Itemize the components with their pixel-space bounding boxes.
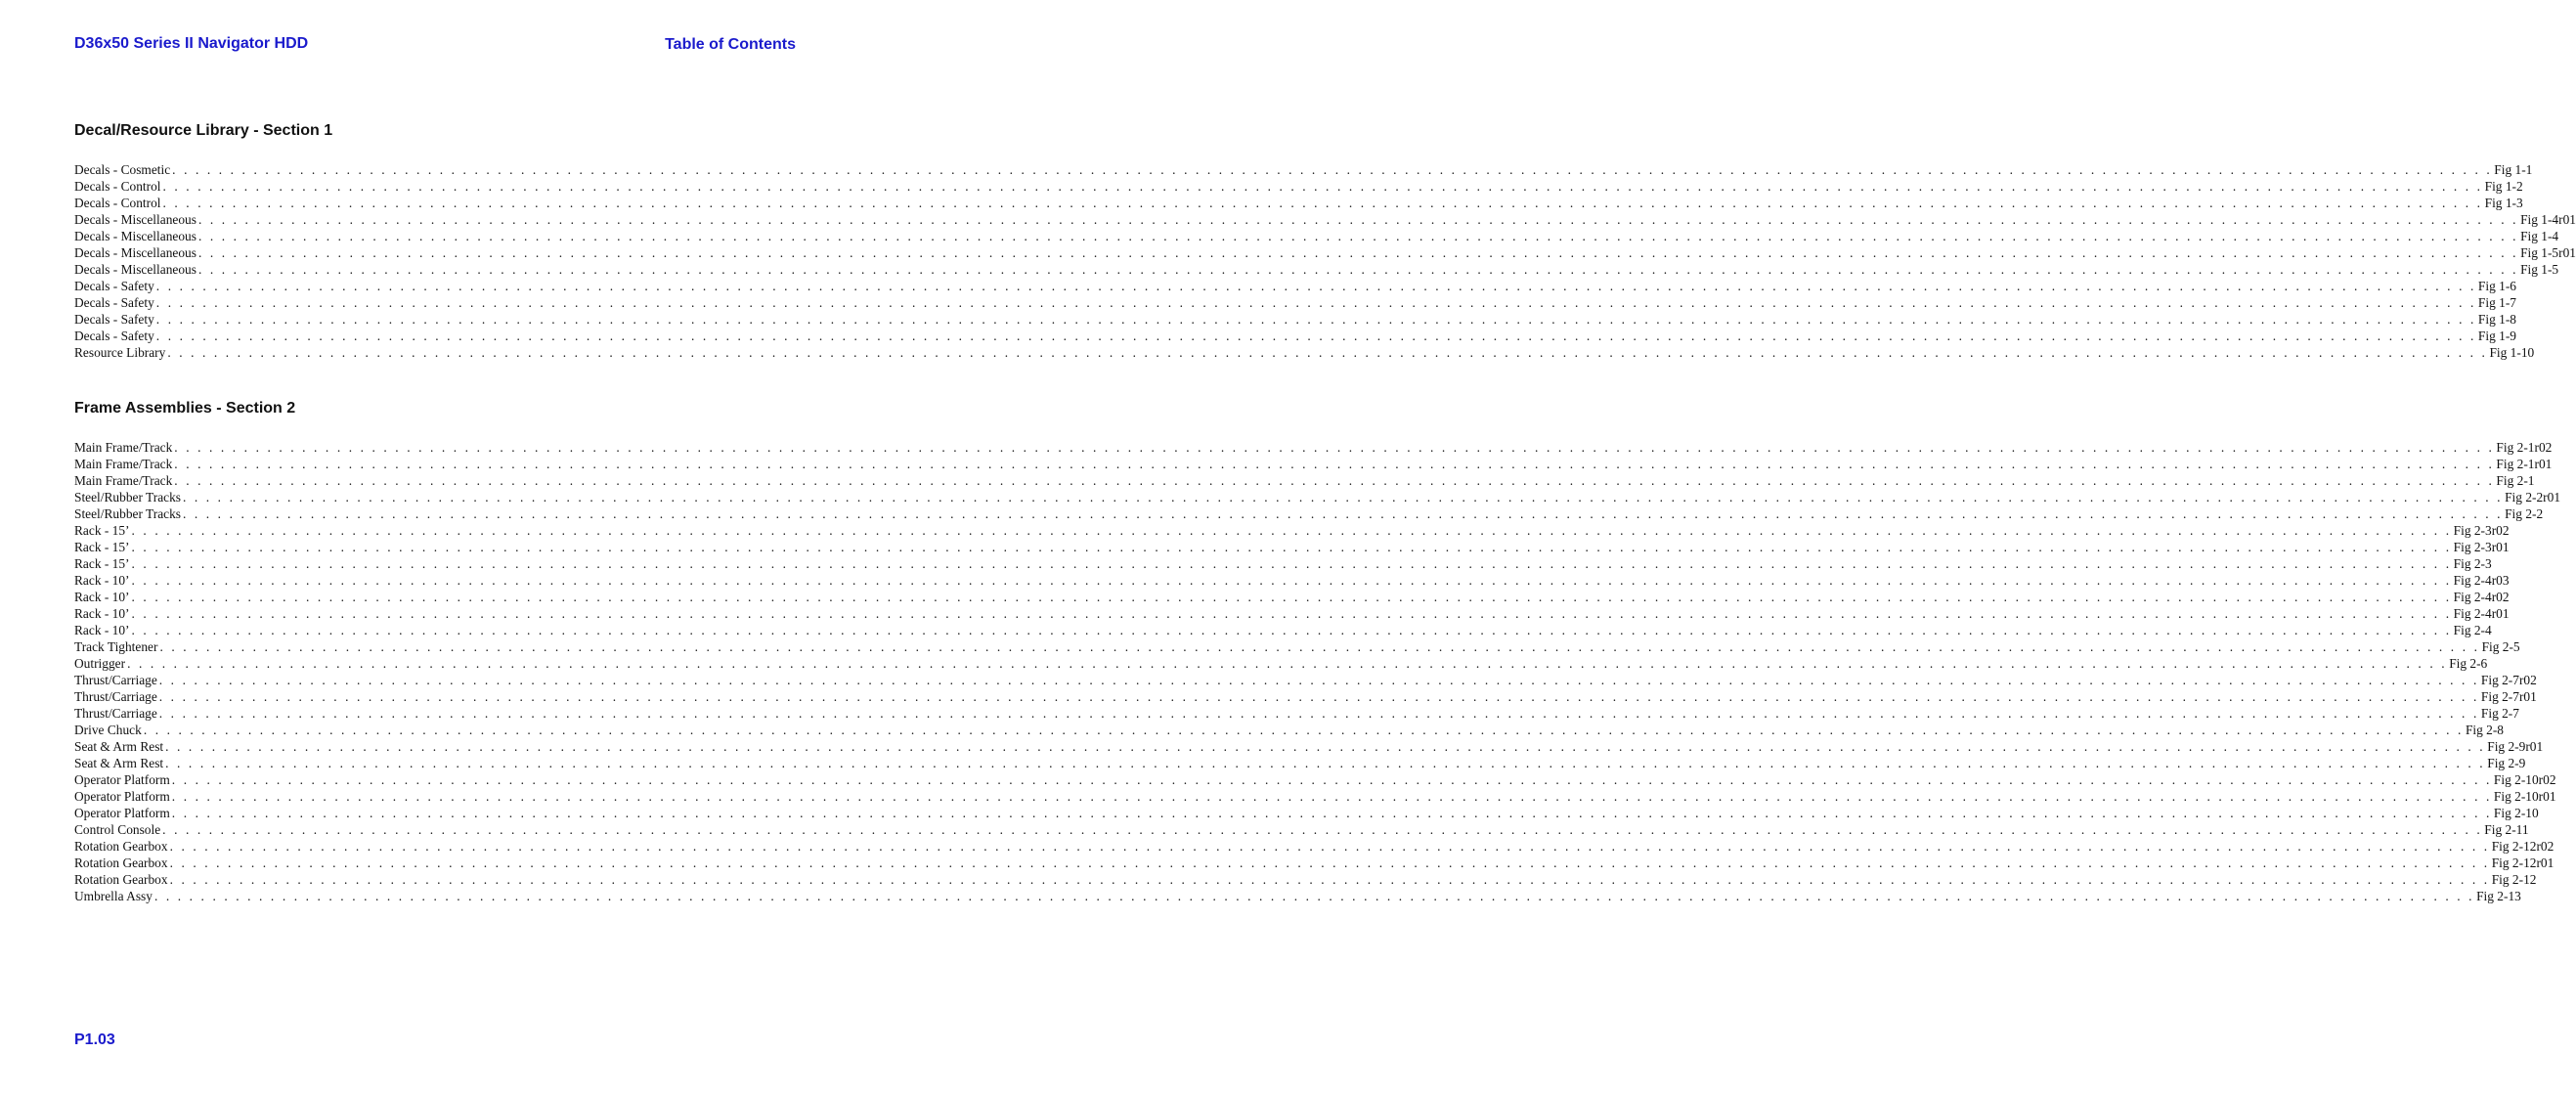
toc-entry[interactable] <box>74 738 2544 755</box>
toc-entry[interactable] <box>74 771 2556 788</box>
dot-leader: . . . . . . . . . . . . . . . . . . . . . . . . . . . . . . . . . . . . . . . . . . . . . . . . . . . . . . . . . . . . . . . . . . . . . . . . . . . . . . . . . . . . . . . . . . . . . . . . . . . . . . . . . . . . . . . . . . . . . . . . . . . . . . . . . . . . . . . . . . . . . . . . . . . . . . . . . . . . . . . . . . . . . . . . . . . . . . . . . . . . . . . . . . . . . . . . . . . . . . . . <box>167 345 2488 360</box>
dot-leader: . . . . . . . . . . . . . . . . . . . . . . . . . . . . . . . . . . . . . . . . . . . . . . . . . . . . . . . . . . . . . . . . . . . . . . . . . . . . . . . . . . . . . . . . . . . . . . . . . . . . . . . . . . . . . . . . . . . . . . . . . . . . . . . . . . . . . . . . . . . . . . . . . . . . . . . . . . . . . . . . . . . . . . . . . . . . . . . . . . . . . . . . . . . . . . . . . . . . . . . . <box>165 756 2486 770</box>
dot-leader: . . . . . . . . . . . . . . . . . . . . . . . . . . . . . . . . . . . . . . . . . . . . . . . . . . . . . . . . . . . . . . . . . . . . . . . . . . . . . . . . . . . . . . . . . . . . . . . . . . . . . . . . . . . . . . . . . . . . . . . . . . . . . . . . . . . . . . . . . . . . . . . . . . . . . . . . . . . . . . . . . . . . . . . . . . . . . . . . . . . . . . . . . . . . . . . . . . . . . . . . <box>155 295 2476 310</box>
toc-entry-label: Decals - Safety <box>74 279 154 293</box>
toc-entry[interactable] <box>74 805 2539 821</box>
toc-entry-label: Decals - Safety <box>74 312 154 327</box>
toc-entry[interactable] <box>74 294 2516 311</box>
dot-leader: . . . . . . . . . . . . . . . . . . . . . . . . . . . . . . . . . . . . . . . . . . . . . . . . . . . . . . . . . . . . . . . . . . . . . . . . . . . . . . . . . . . . . . . . . . . . . . . . . . . . . . . . . . . . . . . . . . . . . . . . . . . . . . . . . . . . . . . . . . . . . . . . . . . . . . . . . . . . . . . . . . . . . . . . . . . . . . . . . . . . . . . . . . . . . . . . . . . . . . . . <box>182 506 2504 521</box>
toc-entry-figure: Fig 2-5 <box>2481 639 2520 654</box>
toc-entry-figure: Fig 1-6 <box>2477 279 2516 293</box>
toc-entry-label: Decals - Control <box>74 196 161 210</box>
toc-entry[interactable] <box>74 855 2554 871</box>
toc-entry-figure: Fig 2-4r02 <box>2453 590 2510 604</box>
dot-leader: . . . . . . . . . . . . . . . . . . . . . . . . . . . . . . . . . . . . . . . . . . . . . . . . . . . . . . . . . . . . . . . . . . . . . . . . . . . . . . . . . . . . . . . . . . . . . . . . . . . . . . . . . . . . . . . . . . . . . . . . . . . . . . . . . . . . . . . . . . . . . . . . . . . . . . . . . . . . . . . . . . . . . . . . . . . . . . . . . . . . . . . . . . . . . . . . . . . . . . . . <box>158 706 2479 721</box>
document-title: D36x50 Series II Navigator HDD <box>74 35 309 52</box>
toc-entry-figure: Fig 2-7 <box>2480 706 2519 721</box>
dot-leader: . . . . . . . . . . . . . . . . . . . . . . . . . . . . . . . . . . . . . . . . . . . . . . . . . . . . . . . . . . . . . . . . . . . . . . . . . . . . . . . . . . . . . . . . . . . . . . . . . . . . . . . . . . . . . . . . . . . . . . . . . . . . . . . . . . . . . . . . . . . . . . . . . . . . . . . . . . . . . . . . . . . . . . . . . . . . . . . . . . . . . . . . . . . . . . . . . . . . . . . . <box>174 440 2495 455</box>
dot-leader: . . . . . . . . . . . . . . . . . . . . . . . . . . . . . . . . . . . . . . . . . . . . . . . . . . . . . . . . . . . . . . . . . . . . . . . . . . . . . . . . . . . . . . . . . . . . . . . . . . . . . . . . . . . . . . . . . . . . . . . . . . . . . . . . . . . . . . . . . . . . . . . . . . . . . . . . . . . . . . . . . . . . . . . . . . . . . . . . . . . . . . . . . . . . . . . . . . . . . . . . <box>131 590 2452 604</box>
toc-entry-figure: Fig 1-1 <box>2494 162 2533 177</box>
toc-entry-figure: Fig 2-10r01 <box>2493 789 2556 804</box>
toc-entry-label: Drive Chuck <box>74 723 142 737</box>
toc-entry-label: Track Tightener <box>74 639 158 654</box>
toc-entry[interactable] <box>74 688 2537 705</box>
toc-entry[interactable] <box>74 311 2516 328</box>
toc-entry-label: Decals - Miscellaneous <box>74 245 196 260</box>
toc-entry-figure: Fig 1-10 <box>2489 345 2535 360</box>
toc-entry[interactable] <box>74 871 2537 888</box>
toc-entry-label: Main Frame/Track <box>74 473 173 488</box>
toc-entry[interactable] <box>74 539 2510 555</box>
dot-leader: . . . . . . . . . . . . . . . . . . . . . . . . . . . . . . . . . . . . . . . . . . . . . . . . . . . . . . . . . . . . . . . . . . . . . . . . . . . . . . . . . . . . . . . . . . . . . . . . . . . . . . . . . . . . . . . . . . . . . . . . . . . . . . . . . . . . . . . . . . . . . . . . . . . . . . . . . . . . . . . . . . . . . . . . . . . . . . . . . . . . . . . . . . . . . . . . . . . . . . . . <box>155 329 2476 343</box>
dot-leader: . . . . . . . . . . . . . . . . . . . . . . . . . . . . . . . . . . . . . . . . . . . . . . . . . . . . . . . . . . . . . . . . . . . . . . . . . . . . . . . . . . . . . . . . . . . . . . . . . . . . . . . . . . . . . . . . . . . . . . . . . . . . . . . . . . . . . . . . . . . . . . . . . . . . . . . . . . . . . . . . . . . . . . . . . . . . . . . . . . . . . . . . . . . . . . . . . . . . . . . . <box>131 523 2452 538</box>
toc-entry[interactable] <box>74 472 2535 489</box>
dot-leader: . . . . . . . . . . . . . . . . . . . . . . . . . . . . . . . . . . . . . . . . . . . . . . . . . . . . . . . . . . . . . . . . . . . . . . . . . . . . . . . . . . . . . . . . . . . . . . . . . . . . . . . . . . . . . . . . . . . . . . . . . . . . . . . . . . . . . . . . . . . . . . . . . . . . . . . . . . . . . . . . . . . . . . . . . . . . . . . . . . . . . . . . . . . . . . . . . . . . . . . . <box>174 473 2495 488</box>
toc-entry-figure: Fig 1-3 <box>2484 196 2523 210</box>
toc-entry-label: Main Frame/Track <box>74 440 173 455</box>
toc-entry-label: Decals - Control <box>74 179 161 194</box>
toc-entry[interactable] <box>74 489 2561 505</box>
dot-leader: . . . . . . . . . . . . . . . . . . . . . . . . . . . . . . . . . . . . . . . . . . . . . . . . . . . . . . . . . . . . . . . . . . . . . . . . . . . . . . . . . . . . . . . . . . . . . . . . . . . . . . . . . . . . . . . . . . . . . . . . . . . . . . . . . . . . . . . . . . . . . . . . . . . . . . . . . . . . . . . . . . . . . . . . . . . . . . . . . . . . . . . . . . . . . . . . . . . . . . . . <box>182 490 2504 505</box>
toc-entry-label: Decals - Miscellaneous <box>74 212 196 227</box>
dot-leader: . . . . . . . . . . . . . . . . . . . . . . . . . . . . . . . . . . . . . . . . . . . . . . . . . . . . . . . . . . . . . . . . . . . . . . . . . . . . . . . . . . . . . . . . . . . . . . . . . . . . . . . . . . . . . . . . . . . . . . . . . . . . . . . . . . . . . . . . . . . . . . . . . . . . . . . . . . . . . . . . . . . . . . . . . . . . . . . . . . . . . . . . . . . . . . . . . . . . . . . . <box>143 723 2464 737</box>
toc-entry-label: Outrigger <box>74 656 126 671</box>
toc-entry-figure: Fig 1-2 <box>2484 179 2523 194</box>
toc-entry-figure: Fig 2-7r02 <box>2480 673 2537 687</box>
toc-entry[interactable] <box>74 328 2516 344</box>
toc-entry-figure: Fig 2-4r03 <box>2453 573 2510 588</box>
toc-entry[interactable] <box>74 505 2544 522</box>
toc-entry[interactable] <box>74 589 2510 605</box>
toc-entry[interactable] <box>74 638 2520 655</box>
dot-leader: . . . . . . . . . . . . . . . . . . . . . . . . . . . . . . . . . . . . . . . . . . . . . . . . . . . . . . . . . . . . . . . . . . . . . . . . . . . . . . . . . . . . . . . . . . . . . . . . . . . . . . . . . . . . . . . . . . . . . . . . . . . . . . . . . . . . . . . . . . . . . . . . . . . . . . . . . . . . . . . . . . . . . . . . . . . . . . . . . . . . . . . . . . . . . . . . . . . . . . . . <box>171 772 2492 787</box>
page-number: P1.03 <box>74 1031 115 1048</box>
toc-entry[interactable] <box>74 195 2523 211</box>
toc-entry-figure: Fig 2-3r01 <box>2453 540 2510 554</box>
toc-entry[interactable] <box>74 278 2516 294</box>
toc-entry-figure: Fig 2-12r01 <box>2491 856 2554 870</box>
dot-leader: . . . . . . . . . . . . . . . . . . . . . . . . . . . . . . . . . . . . . . . . . . . . . . . . . . . . . . . . . . . . . . . . . . . . . . . . . . . . . . . . . . . . . . . . . . . . . . . . . . . . . . . . . . . . . . . . . . . . . . . . . . . . . . . . . . . . . . . . . . . . . . . . . . . . . . . . . . . . . . . . . . . . . . . . . . . . . . . . . . . . . . . . . . . . . . . . . . . . . . . . <box>158 689 2479 704</box>
dot-leader: . . . . . . . . . . . . . . . . . . . . . . . . . . . . . . . . . . . . . . . . . . . . . . . . . . . . . . . . . . . . . . . . . . . . . . . . . . . . . . . . . . . . . . . . . . . . . . . . . . . . . . . . . . . . . . . . . . . . . . . . . . . . . . . . . . . . . . . . . . . . . . . . . . . . . . . . . . . . . . . . . . . . . . . . . . . . . . . . . . . . . . . . . . . . . . . . . . . . . . . . <box>174 457 2495 471</box>
toc-entry-label: Rotation Gearbox <box>74 839 168 854</box>
toc-entry-figure: Fig 2-2r01 <box>2505 490 2561 505</box>
dot-leader: . . . . . . . . . . . . . . . . . . . . . . . . . . . . . . . . . . . . . . . . . . . . . . . . . . . . . . . . . . . . . . . . . . . . . . . . . . . . . . . . . . . . . . . . . . . . . . . . . . . . . . . . . . . . . . . . . . . . . . . . . . . . . . . . . . . . . . . . . . . . . . . . . . . . . . . . . . . . . . . . . . . . . . . . . . . . . . . . . . . . . . . . . . . . . . . . . . . . . . . . <box>169 872 2490 887</box>
dot-leader: . . . . . . . . . . . . . . . . . . . . . . . . . . . . . . . . . . . . . . . . . . . . . . . . . . . . . . . . . . . . . . . . . . . . . . . . . . . . . . . . . . . . . . . . . . . . . . . . . . . . . . . . . . . . . . . . . . . . . . . . . . . . . . . . . . . . . . . . . . . . . . . . . . . . . . . . . . . . . . . . . . . . . . . . . . . . . . . . . . . . . . . . . . . . . . . . . . . . . . . . <box>197 229 2519 243</box>
toc-entry[interactable] <box>74 211 2576 228</box>
toc-entry[interactable] <box>74 672 2537 688</box>
dot-leader: . . . . . . . . . . . . . . . . . . . . . . . . . . . . . . . . . . . . . . . . . . . . . . . . . . . . . . . . . . . . . . . . . . . . . . . . . . . . . . . . . . . . . . . . . . . . . . . . . . . . . . . . . . . . . . . . . . . . . . . . . . . . . . . . . . . . . . . . . . . . . . . . . . . . . . . . . . . . . . . . . . . . . . . . . . . . . . . . . . . . . . . . . . . . . . . . . . . . . . . . <box>131 606 2452 621</box>
section-frame-assemblies <box>74 400 2561 904</box>
toc-entry-label: Decals - Cosmetic <box>74 162 171 177</box>
toc-entry-label: Steel/Rubber Tracks <box>74 490 181 505</box>
toc-entry-label: Decals - Safety <box>74 295 154 310</box>
toc-entry-label: Operator Platform <box>74 806 170 820</box>
toc-entry-label: Rack - 15’ <box>74 556 130 571</box>
toc-entry[interactable] <box>74 705 2519 722</box>
toc-entry-figure: Fig 1-5 <box>2520 262 2559 277</box>
toc-entry[interactable] <box>74 572 2510 589</box>
toc-entry-figure: Fig 2-11 <box>2484 822 2529 837</box>
toc-entry-label: Decals - Miscellaneous <box>74 262 196 277</box>
toc-entry-figure: Fig 1-4 <box>2520 229 2559 243</box>
toc-entry-figure: Fig 2-2 <box>2505 506 2544 521</box>
dot-leader: . . . . . . . . . . . . . . . . . . . . . . . . . . . . . . . . . . . . . . . . . . . . . . . . . . . . . . . . . . . . . . . . . . . . . . . . . . . . . . . . . . . . . . . . . . . . . . . . . . . . . . . . . . . . . . . . . . . . . . . . . . . . . . . . . . . . . . . . . . . . . . . . . . . . . . . . . . . . . . . . . . . . . . . . . . . . . . . . . . . . . . . . . . . . . . . . . . . . . . . . <box>197 262 2519 277</box>
dot-leader: . . . . . . . . . . . . . . . . . . . . . . . . . . . . . . . . . . . . . . . . . . . . . . . . . . . . . . . . . . . . . . . . . . . . . . . . . . . . . . . . . . . . . . . . . . . . . . . . . . . . . . . . . . . . . . . . . . . . . . . . . . . . . . . . . . . . . . . . . . . . . . . . . . . . . . . . . . . . . . . . . . . . . . . . . . . . . . . . . . . . . . . . . . . . . . . . . . . . . . . . <box>169 839 2490 854</box>
dot-leader: . . . . . . . . . . . . . . . . . . . . . . . . . . . . . . . . . . . . . . . . . . . . . . . . . . . . . . . . . . . . . . . . . . . . . . . . . . . . . . . . . . . . . . . . . . . . . . . . . . . . . . . . . . . . . . . . . . . . . . . . . . . . . . . . . . . . . . . . . . . . . . . . . . . . . . . . . . . . . . . . . . . . . . . . . . . . . . . . . . . . . . . . . . . . . . . . . . . . . . . . <box>153 889 2475 903</box>
toc-entry-figure: Fig 1-4r01 <box>2520 212 2576 227</box>
dot-leader: . . . . . . . . . . . . . . . . . . . . . . . . . . . . . . . . . . . . . . . . . . . . . . . . . . . . . . . . . . . . . . . . . . . . . . . . . . . . . . . . . . . . . . . . . . . . . . . . . . . . . . . . . . . . . . . . . . . . . . . . . . . . . . . . . . . . . . . . . . . . . . . . . . . . . . . . . . . . . . . . . . . . . . . . . . . . . . . . . . . . . . . . . . . . . . . . . . . . . . . . <box>162 196 2483 210</box>
dot-leader: . . . . . . . . . . . . . . . . . . . . . . . . . . . . . . . . . . . . . . . . . . . . . . . . . . . . . . . . . . . . . . . . . . . . . . . . . . . . . . . . . . . . . . . . . . . . . . . . . . . . . . . . . . . . . . . . . . . . . . . . . . . . . . . . . . . . . . . . . . . . . . . . . . . . . . . . . . . . . . . . . . . . . . . . . . . . . . . . . . . . . . . . . . . . . . . . . . . . . . . . <box>165 739 2486 754</box>
toc-entry-label: Rotation Gearbox <box>74 872 168 887</box>
toc-entry-label: Seat & Arm Rest <box>74 756 164 770</box>
toc-entry[interactable] <box>74 161 2533 178</box>
toc-entry[interactable] <box>74 522 2510 539</box>
toc-entry-label: Rack - 10’ <box>74 590 130 604</box>
toc-entry-label: Rack - 15’ <box>74 540 130 554</box>
toc-entry[interactable] <box>74 555 2492 572</box>
section-title: Decal/Resource Library - Section 1 <box>74 122 333 139</box>
toc-entry-label: Rack - 10’ <box>74 573 130 588</box>
toc-entry-figure: Fig 2-9r01 <box>2487 739 2544 754</box>
toc-list <box>74 161 2576 361</box>
toc-entry[interactable] <box>74 821 2529 838</box>
toc-entry[interactable] <box>74 788 2556 805</box>
toc-entry-label: Rack - 15’ <box>74 523 130 538</box>
section-title: Frame Assemblies - Section 2 <box>74 400 296 417</box>
toc-entry-label: Operator Platform <box>74 789 170 804</box>
toc-entry[interactable] <box>74 456 2553 472</box>
toc-entry-label: Umbrella Assy <box>74 889 153 903</box>
toc-entry-figure: Fig 2-4 <box>2453 623 2492 637</box>
toc-entry-label: Thrust/Carriage <box>74 673 157 687</box>
toc-entry[interactable] <box>74 655 2488 672</box>
toc-entry-label: Resource Library <box>74 345 166 360</box>
toc-header-label: Table of Contents <box>665 36 796 53</box>
toc-entry-label: Rack - 10’ <box>74 606 130 621</box>
toc-entry[interactable] <box>74 722 2504 738</box>
dot-leader: . . . . . . . . . . . . . . . . . . . . . . . . . . . . . . . . . . . . . . . . . . . . . . . . . . . . . . . . . . . . . . . . . . . . . . . . . . . . . . . . . . . . . . . . . . . . . . . . . . . . . . . . . . . . . . . . . . . . . . . . . . . . . . . . . . . . . . . . . . . . . . . . . . . . . . . . . . . . . . . . . . . . . . . . . . . . . . . . . . . . . . . . . . . . . . . . . . . . . . . . <box>171 806 2492 820</box>
toc-entry-figure: Fig 2-1r02 <box>2496 440 2553 455</box>
dot-leader: . . . . . . . . . . . . . . . . . . . . . . . . . . . . . . . . . . . . . . . . . . . . . . . . . . . . . . . . . . . . . . . . . . . . . . . . . . . . . . . . . . . . . . . . . . . . . . . . . . . . . . . . . . . . . . . . . . . . . . . . . . . . . . . . . . . . . . . . . . . . . . . . . . . . . . . . . . . . . . . . . . . . . . . . . . . . . . . . . . . . . . . . . . . . . . . . . . . . . . . . <box>197 212 2519 227</box>
toc-entry-label: Rack - 10’ <box>74 623 130 637</box>
toc-entry-label: Rotation Gearbox <box>74 856 168 870</box>
toc-entry-figure: Fig 2-9 <box>2487 756 2526 770</box>
toc-entry-figure: Fig 2-13 <box>2476 889 2521 903</box>
dot-leader: . . . . . . . . . . . . . . . . . . . . . . . . . . . . . . . . . . . . . . . . . . . . . . . . . . . . . . . . . . . . . . . . . . . . . . . . . . . . . . . . . . . . . . . . . . . . . . . . . . . . . . . . . . . . . . . . . . . . . . . . . . . . . . . . . . . . . . . . . . . . . . . . . . . . . . . . . . . . . . . . . . . . . . . . . . . . . . . . . . . . . . . . . . . . . . . . . . . . . . . . <box>131 623 2452 637</box>
toc-entry[interactable] <box>74 888 2521 904</box>
dot-leader: . . . . . . . . . . . . . . . . . . . . . . . . . . . . . . . . . . . . . . . . . . . . . . . . . . . . . . . . . . . . . . . . . . . . . . . . . . . . . . . . . . . . . . . . . . . . . . . . . . . . . . . . . . . . . . . . . . . . . . . . . . . . . . . . . . . . . . . . . . . . . . . . . . . . . . . . . . . . . . . . . . . . . . . . . . . . . . . . . . . . . . . . . . . . . . . . . . . . . . . . <box>197 245 2519 260</box>
toc-entry-figure: Fig 2-3r02 <box>2453 523 2510 538</box>
toc-entry[interactable] <box>74 244 2576 261</box>
toc-entry[interactable] <box>74 228 2559 244</box>
toc-entry-label: Thrust/Carriage <box>74 689 157 704</box>
toc-list <box>74 439 2561 904</box>
toc-entry-figure: Fig 2-10 <box>2493 806 2539 820</box>
toc-entry[interactable] <box>74 755 2526 771</box>
dot-leader: . . . . . . . . . . . . . . . . . . . . . . . . . . . . . . . . . . . . . . . . . . . . . . . . . . . . . . . . . . . . . . . . . . . . . . . . . . . . . . . . . . . . . . . . . . . . . . . . . . . . . . . . . . . . . . . . . . . . . . . . . . . . . . . . . . . . . . . . . . . . . . . . . . . . . . . . . . . . . . . . . . . . . . . . . . . . . . . . . . . . . . . . . . . . . . . . . . . . . . . . <box>127 656 2448 671</box>
dot-leader: . . . . . . . . . . . . . . . . . . . . . . . . . . . . . . . . . . . . . . . . . . . . . . . . . . . . . . . . . . . . . . . . . . . . . . . . . . . . . . . . . . . . . . . . . . . . . . . . . . . . . . . . . . . . . . . . . . . . . . . . . . . . . . . . . . . . . . . . . . . . . . . . . . . . . . . . . . . . . . . . . . . . . . . . . . . . . . . . . . . . . . . . . . . . . . . . . . . . . . . . <box>162 179 2483 194</box>
section-decal-resource-library <box>74 122 2576 361</box>
toc-entry-label: Main Frame/Track <box>74 457 173 471</box>
toc-entry-figure: Fig 2-12r02 <box>2491 839 2554 854</box>
toc-entry-label: Seat & Arm Rest <box>74 739 164 754</box>
toc-entry-figure: Fig 2-8 <box>2465 723 2504 737</box>
toc-entry-figure: Fig 1-7 <box>2477 295 2516 310</box>
toc-entry[interactable] <box>74 178 2523 195</box>
toc-entry-figure: Fig 2-6 <box>2449 656 2488 671</box>
toc-entry-label: Thrust/Carriage <box>74 706 157 721</box>
toc-entry-figure: Fig 2-1r01 <box>2496 457 2553 471</box>
dot-leader: . . . . . . . . . . . . . . . . . . . . . . . . . . . . . . . . . . . . . . . . . . . . . . . . . . . . . . . . . . . . . . . . . . . . . . . . . . . . . . . . . . . . . . . . . . . . . . . . . . . . . . . . . . . . . . . . . . . . . . . . . . . . . . . . . . . . . . . . . . . . . . . . . . . . . . . . . . . . . . . . . . . . . . . . . . . . . . . . . . . . . . . . . . . . . . . . . . . . . . . . <box>169 856 2490 870</box>
toc-entry[interactable] <box>74 605 2510 622</box>
toc-entry-figure: Fig 2-7r01 <box>2480 689 2537 704</box>
toc-entry-figure: Fig 2-10r02 <box>2493 772 2556 787</box>
dot-leader: . . . . . . . . . . . . . . . . . . . . . . . . . . . . . . . . . . . . . . . . . . . . . . . . . . . . . . . . . . . . . . . . . . . . . . . . . . . . . . . . . . . . . . . . . . . . . . . . . . . . . . . . . . . . . . . . . . . . . . . . . . . . . . . . . . . . . . . . . . . . . . . . . . . . . . . . . . . . . . . . . . . . . . . . . . . . . . . . . . . . . . . . . . . . . . . . . . . . . . . . <box>159 639 2480 654</box>
toc-entry-figure: Fig 1-9 <box>2477 329 2516 343</box>
toc-entry-label: Steel/Rubber Tracks <box>74 506 181 521</box>
toc-entry-label: Decals - Miscellaneous <box>74 229 196 243</box>
dot-leader: . . . . . . . . . . . . . . . . . . . . . . . . . . . . . . . . . . . . . . . . . . . . . . . . . . . . . . . . . . . . . . . . . . . . . . . . . . . . . . . . . . . . . . . . . . . . . . . . . . . . . . . . . . . . . . . . . . . . . . . . . . . . . . . . . . . . . . . . . . . . . . . . . . . . . . . . . . . . . . . . . . . . . . . . . . . . . . . . . . . . . . . . . . . . . . . . . . . . . . . . <box>131 540 2452 554</box>
dot-leader: . . . . . . . . . . . . . . . . . . . . . . . . . . . . . . . . . . . . . . . . . . . . . . . . . . . . . . . . . . . . . . . . . . . . . . . . . . . . . . . . . . . . . . . . . . . . . . . . . . . . . . . . . . . . . . . . . . . . . . . . . . . . . . . . . . . . . . . . . . . . . . . . . . . . . . . . . . . . . . . . . . . . . . . . . . . . . . . . . . . . . . . . . . . . . . . . . . . . . . . . <box>131 573 2452 588</box>
dot-leader: . . . . . . . . . . . . . . . . . . . . . . . . . . . . . . . . . . . . . . . . . . . . . . . . . . . . . . . . . . . . . . . . . . . . . . . . . . . . . . . . . . . . . . . . . . . . . . . . . . . . . . . . . . . . . . . . . . . . . . . . . . . . . . . . . . . . . . . . . . . . . . . . . . . . . . . . . . . . . . . . . . . . . . . . . . . . . . . . . . . . . . . . . . . . . . . . . . . . . . . . <box>131 556 2452 571</box>
toc-entry-label: Decals - Safety <box>74 329 154 343</box>
toc-entry-figure: Fig 2-1 <box>2496 473 2535 488</box>
toc-entry[interactable] <box>74 622 2492 638</box>
toc-entry-figure: Fig 2-3 <box>2453 556 2492 571</box>
toc-entry-figure: Fig 2-12 <box>2491 872 2537 887</box>
toc-entry-figure: Fig 1-8 <box>2477 312 2516 327</box>
toc-entry-label: Operator Platform <box>74 772 170 787</box>
toc-entry-figure: Fig 2-4r01 <box>2453 606 2510 621</box>
toc-entry[interactable] <box>74 261 2559 278</box>
toc-entry[interactable] <box>74 838 2554 855</box>
dot-leader: . . . . . . . . . . . . . . . . . . . . . . . . . . . . . . . . . . . . . . . . . . . . . . . . . . . . . . . . . . . . . . . . . . . . . . . . . . . . . . . . . . . . . . . . . . . . . . . . . . . . . . . . . . . . . . . . . . . . . . . . . . . . . . . . . . . . . . . . . . . . . . . . . . . . . . . . . . . . . . . . . . . . . . . . . . . . . . . . . . . . . . . . . . . . . . . . . . . . . . . . <box>162 822 2483 837</box>
toc-entry-figure: Fig 1-5r01 <box>2520 245 2576 260</box>
dot-leader: . . . . . . . . . . . . . . . . . . . . . . . . . . . . . . . . . . . . . . . . . . . . . . . . . . . . . . . . . . . . . . . . . . . . . . . . . . . . . . . . . . . . . . . . . . . . . . . . . . . . . . . . . . . . . . . . . . . . . . . . . . . . . . . . . . . . . . . . . . . . . . . . . . . . . . . . . . . . . . . . . . . . . . . . . . . . . . . . . . . . . . . . . . . . . . . . . . . . . . . . <box>172 162 2493 177</box>
toc-entry[interactable] <box>74 439 2553 456</box>
dot-leader: . . . . . . . . . . . . . . . . . . . . . . . . . . . . . . . . . . . . . . . . . . . . . . . . . . . . . . . . . . . . . . . . . . . . . . . . . . . . . . . . . . . . . . . . . . . . . . . . . . . . . . . . . . . . . . . . . . . . . . . . . . . . . . . . . . . . . . . . . . . . . . . . . . . . . . . . . . . . . . . . . . . . . . . . . . . . . . . . . . . . . . . . . . . . . . . . . . . . . . . . <box>171 789 2492 804</box>
toc-entry[interactable] <box>74 344 2535 361</box>
dot-leader: . . . . . . . . . . . . . . . . . . . . . . . . . . . . . . . . . . . . . . . . . . . . . . . . . . . . . . . . . . . . . . . . . . . . . . . . . . . . . . . . . . . . . . . . . . . . . . . . . . . . . . . . . . . . . . . . . . . . . . . . . . . . . . . . . . . . . . . . . . . . . . . . . . . . . . . . . . . . . . . . . . . . . . . . . . . . . . . . . . . . . . . . . . . . . . . . . . . . . . . . <box>155 312 2476 327</box>
dot-leader: . . . . . . . . . . . . . . . . . . . . . . . . . . . . . . . . . . . . . . . . . . . . . . . . . . . . . . . . . . . . . . . . . . . . . . . . . . . . . . . . . . . . . . . . . . . . . . . . . . . . . . . . . . . . . . . . . . . . . . . . . . . . . . . . . . . . . . . . . . . . . . . . . . . . . . . . . . . . . . . . . . . . . . . . . . . . . . . . . . . . . . . . . . . . . . . . . . . . . . . . <box>158 673 2479 687</box>
dot-leader: . . . . . . . . . . . . . . . . . . . . . . . . . . . . . . . . . . . . . . . . . . . . . . . . . . . . . . . . . . . . . . . . . . . . . . . . . . . . . . . . . . . . . . . . . . . . . . . . . . . . . . . . . . . . . . . . . . . . . . . . . . . . . . . . . . . . . . . . . . . . . . . . . . . . . . . . . . . . . . . . . . . . . . . . . . . . . . . . . . . . . . . . . . . . . . . . . . . . . . . . <box>155 279 2476 293</box>
toc-entry-label: Control Console <box>74 822 161 837</box>
